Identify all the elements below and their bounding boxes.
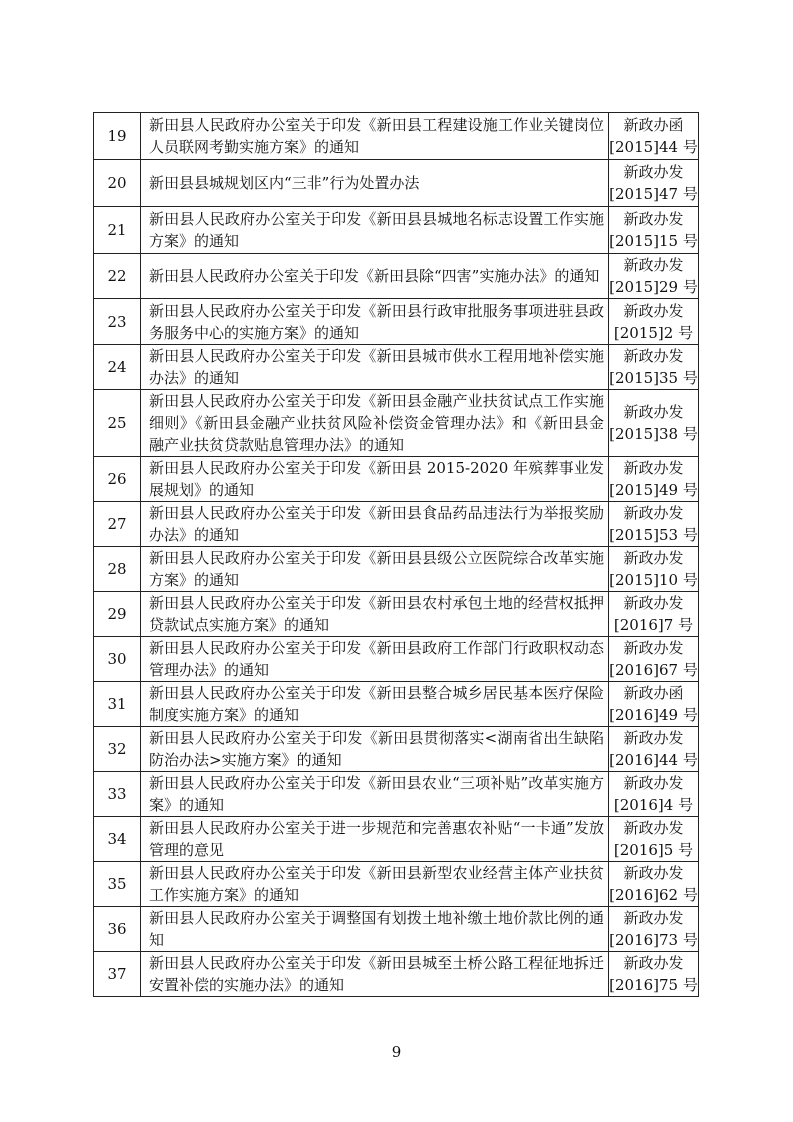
document-issuer-code: 新政办发 bbox=[623, 819, 684, 837]
table-row bbox=[94, 299, 699, 345]
document-issuer-code: 新政办发 bbox=[623, 549, 684, 567]
document-number-cell bbox=[609, 299, 699, 345]
row-number: 32 bbox=[94, 727, 141, 772]
document-number-cell bbox=[609, 502, 699, 547]
document-issuer-code: 新政办发 bbox=[623, 774, 684, 792]
document-serial-number: [2015]15 号 bbox=[609, 232, 698, 250]
document-title: 新田县人民政府办公室关于印发《新田县金融产业扶贫试点工作实施细则》《新田县金融产业扶贫风险补偿资金管理办法》和《新田县金融产业扶贫贷款贴息管理办法》的通知 bbox=[141, 390, 609, 457]
table-row bbox=[94, 502, 699, 547]
row-number: 37 bbox=[94, 952, 141, 997]
table-row bbox=[94, 592, 699, 637]
document-serial-number: [2016]4 号 bbox=[613, 796, 694, 814]
document-title: 新田县人民政府办公室关于印发《新田县城至土桥公路工程征地拆迁安置补偿的实施办法》的通知 bbox=[141, 952, 609, 997]
table-row bbox=[94, 862, 699, 907]
document-title: 新田县人民政府办公室关于印发《新田县政府工作部门行政职权动态管理办法》的通知 bbox=[141, 637, 609, 682]
document-serial-number: [2016]49 号 bbox=[609, 706, 698, 724]
document-number-cell bbox=[609, 254, 699, 299]
document-number-cell bbox=[609, 207, 699, 254]
document-issuer-code: 新政办发 bbox=[623, 594, 684, 612]
row-number: 34 bbox=[94, 817, 141, 862]
table-row bbox=[94, 727, 699, 772]
document-title: 新田县人民政府办公室关于进一步规范和完善惠农补贴“一卡通”发放管理的意见 bbox=[141, 817, 609, 862]
table-row bbox=[94, 817, 699, 862]
document-issuer-code: 新政办发 bbox=[623, 459, 684, 477]
document-issuer-code: 新政办发 bbox=[623, 864, 684, 882]
table-row bbox=[94, 907, 699, 952]
table-row bbox=[94, 207, 699, 254]
table-row bbox=[94, 952, 699, 997]
document-issuer-code: 新政办函 bbox=[623, 116, 684, 134]
document-title: 新田县人民政府办公室关于调整国有划拨土地补缴土地价款比例的通知 bbox=[141, 907, 609, 952]
row-number: 28 bbox=[94, 547, 141, 592]
row-number: 23 bbox=[94, 299, 141, 345]
document-title: 新田县人民政府办公室关于印发《新田县农业“三项补贴”改革实施方案》的通知 bbox=[141, 772, 609, 817]
document-issuer-code: 新政办函 bbox=[623, 684, 684, 702]
document-number-cell bbox=[609, 862, 699, 907]
table-row bbox=[94, 345, 699, 390]
document-title: 新田县人民政府办公室关于印发《新田县食品药品违法行为举报奖励办法》的通知 bbox=[141, 502, 609, 547]
document-issuer-code: 新政办发 bbox=[623, 256, 684, 274]
document-serial-number: [2015]2 号 bbox=[613, 323, 694, 342]
document-number-cell bbox=[609, 547, 699, 592]
document-number-cell bbox=[609, 457, 699, 502]
document-issuer-code: 新政办发 bbox=[623, 163, 684, 181]
row-number: 35 bbox=[94, 862, 141, 907]
document-serial-number: [2015]44 号 bbox=[609, 138, 698, 156]
document-issuer-code: 新政办发 bbox=[623, 403, 684, 421]
row-number: 20 bbox=[94, 160, 141, 207]
document-serial-number: [2016]44 号 bbox=[609, 751, 698, 769]
document-title: 新田县人民政府办公室关于印发《新田县新型农业经营主体产业扶贫工作实施方案》的通知 bbox=[141, 862, 609, 907]
table-body bbox=[94, 113, 699, 997]
document-issuer-code: 新政办发 bbox=[623, 347, 684, 365]
document-number-cell bbox=[609, 345, 699, 390]
document-serial-number: [2015]49 号 bbox=[609, 481, 698, 499]
document-issuer-code: 新政办发 bbox=[623, 909, 684, 927]
table-row bbox=[94, 113, 699, 160]
document-issuer-code: 新政办发 bbox=[623, 301, 684, 320]
document-number-cell bbox=[609, 390, 699, 457]
document-number-cell bbox=[609, 907, 699, 952]
document-issuer-code: 新政办发 bbox=[623, 504, 684, 522]
document-title: 新田县人民政府办公室关于印发《新田县县城地名标志设置工作实施方案》的通知 bbox=[141, 207, 609, 254]
row-number: 19 bbox=[94, 113, 141, 160]
document-serial-number: [2016]75 号 bbox=[609, 976, 698, 994]
row-number: 21 bbox=[94, 207, 141, 254]
document-number-cell bbox=[609, 160, 699, 207]
document-title: 新田县人民政府办公室关于印发《新田县工程建设施工作业关键岗位人员联网考勤实施方案》的通知 bbox=[141, 113, 609, 160]
document-title: 新田县人民政府办公室关于印发《新田县贯彻落实<湖南省出生缺陷防治办法>实施方案》的通知 bbox=[141, 727, 609, 772]
page-number: 9 bbox=[391, 1043, 402, 1061]
table-row bbox=[94, 457, 699, 502]
document-serial-number: [2015]47 号 bbox=[609, 185, 698, 203]
document-issuer-code: 新政办发 bbox=[623, 954, 684, 972]
document-number-cell bbox=[609, 772, 699, 817]
document-issuer-code: 新政办发 bbox=[623, 639, 684, 657]
document-serial-number: [2015]10 号 bbox=[609, 571, 698, 589]
document-number-cell bbox=[609, 592, 699, 637]
document-serial-number: [2016]62 号 bbox=[609, 886, 698, 904]
row-number: 24 bbox=[94, 345, 141, 390]
row-number: 29 bbox=[94, 592, 141, 637]
document-serial-number: [2015]35 号 bbox=[609, 369, 698, 387]
document-number-cell bbox=[609, 682, 699, 727]
document-title: 新田县人民政府办公室关于印发《新田县除“四害”实施办法》的通知 bbox=[141, 254, 609, 299]
row-number: 25 bbox=[94, 390, 141, 457]
document-title: 新田县人民政府办公室关于印发《新田县城市供水工程用地补偿实施办法》的通知 bbox=[141, 345, 609, 390]
document-title: 新田县人民政府办公室关于印发《新田县整合城乡居民基本医疗保险制度实施方案》的通知 bbox=[141, 682, 609, 727]
document-serial-number: [2016]5 号 bbox=[613, 841, 694, 859]
document-title: 新田县县城规划区内“三非”行为处置办法 bbox=[141, 160, 609, 207]
document-number-cell bbox=[609, 637, 699, 682]
document-issuer-code: 新政办发 bbox=[623, 210, 684, 228]
row-number: 30 bbox=[94, 637, 141, 682]
table-row bbox=[94, 254, 699, 299]
document-number-cell bbox=[609, 817, 699, 862]
table-row bbox=[94, 390, 699, 457]
table-row bbox=[94, 682, 699, 727]
row-number: 26 bbox=[94, 457, 141, 502]
document-serial-number: [2016]7 号 bbox=[613, 616, 694, 634]
row-number: 31 bbox=[94, 682, 141, 727]
document-number-cell bbox=[609, 952, 699, 997]
document-number-cell bbox=[609, 113, 699, 160]
document-title: 新田县人民政府办公室关于印发《新田县县级公立医院综合改革实施方案》的通知 bbox=[141, 547, 609, 592]
document-title: 新田县人民政府办公室关于印发《新田县行政审批服务事项进驻县政务服务中心的实施方案》的通知 bbox=[141, 299, 609, 345]
row-number: 36 bbox=[94, 907, 141, 952]
document-index-table bbox=[93, 112, 699, 997]
table-row bbox=[94, 160, 699, 207]
document-serial-number: [2016]67 号 bbox=[609, 661, 698, 679]
document-serial-number: [2015]38 号 bbox=[609, 425, 698, 443]
document-title: 新田县人民政府办公室关于印发《新田县农村承包土地的经营权抵押贷款试点实施方案》的通知 bbox=[141, 592, 609, 637]
document-serial-number: [2015]53 号 bbox=[609, 526, 698, 544]
row-number: 27 bbox=[94, 502, 141, 547]
document-issuer-code: 新政办发 bbox=[623, 729, 684, 747]
document-title: 新田县人民政府办公室关于印发《新田县 2015-2020 年殡葬事业发展规划》的通知 bbox=[141, 457, 609, 502]
row-number: 22 bbox=[94, 254, 141, 299]
table-row bbox=[94, 772, 699, 817]
row-number: 33 bbox=[94, 772, 141, 817]
table-row bbox=[94, 637, 699, 682]
document-serial-number: [2016]73 号 bbox=[609, 931, 698, 949]
table-row bbox=[94, 547, 699, 592]
document-serial-number: [2015]29 号 bbox=[609, 278, 698, 296]
document-number-cell bbox=[609, 727, 699, 772]
